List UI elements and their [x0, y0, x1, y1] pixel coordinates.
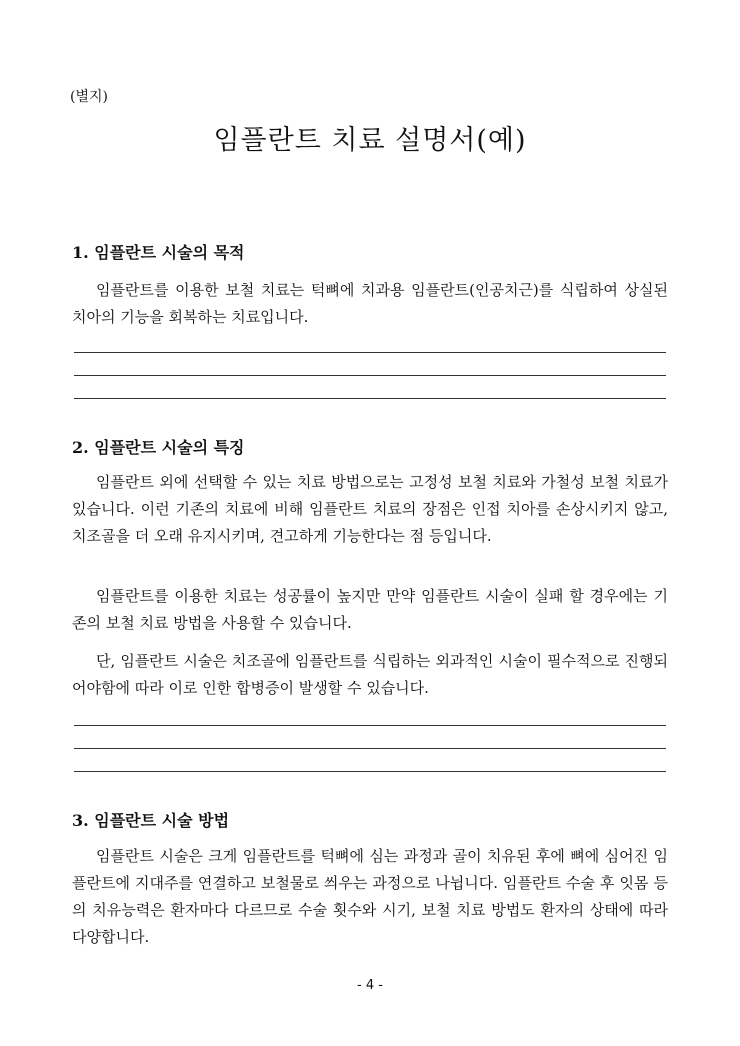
- section-3-heading: 3. 임플란트 시술 방법: [72, 811, 230, 830]
- section-1-paragraph-1: 임플란트를 이용한 보철 치료는 턱뼈에 치과용 임플란트(인공치근)를 식립하여 상실된 치아의 기능을 회복하는 치료입니다.: [72, 281, 668, 326]
- page-number: - 4 -: [357, 978, 383, 993]
- blank-line: [74, 725, 666, 726]
- annex-label: (별지): [70, 89, 108, 105]
- section-3-paragraph-1: 임플란트 시술은 크게 임플란트를 턱뼈에 심는 과정과 골이 치유된 후에 뼈에 심어진 임플란트에 지대주를 연결하고 보철물로 씌우는 과정으로 나뉩니다. 임플란트 수술 후 잇몸 등의 치유능력은 환자마다 다르므로 수술 횟수와 시기, 보철 치료 방법도 환자의 상태에 따라 다양합니다.: [72, 847, 668, 946]
- blank-line: [74, 375, 666, 376]
- section-2-paragraph-2: 임플란트를 이용한 치료는 성공률이 높지만 만약 임플란트 시술이 실패 할 경우에는 기존의 보철 치료 방법을 사용할 수 있습니다.: [72, 587, 668, 632]
- section-2-paragraph-3: 단, 임플란트 시술은 치조골에 임플란트를 식립하는 외과적인 시술이 필수적으로 진행되어야함에 따라 이로 인한 합병증이 발생할 수 있습니다.: [72, 652, 668, 697]
- section-1-heading: 1. 임플란트 시술의 목적: [72, 243, 245, 262]
- section-2-paragraph-1: 임플란트 외에 선택할 수 있는 치료 방법으로는 고정성 보철 치료와 가철성 보철 치료가 있습니다. 이런 기존의 치료에 비해 임플란트 치료의 장점은 인접 치아를 손상시키지 않고, 치조골을 더 오래 유지시키며, 견고하게 기능한다는 점 등입니다.: [72, 473, 668, 545]
- blank-line: [74, 748, 666, 749]
- blank-line: [74, 352, 666, 353]
- blank-line: [74, 398, 666, 399]
- document-title: 임플란트 치료 설명서(예): [213, 125, 527, 156]
- blank-line: [74, 771, 666, 772]
- section-2-heading: 2. 임플란트 시술의 특징: [72, 438, 245, 457]
